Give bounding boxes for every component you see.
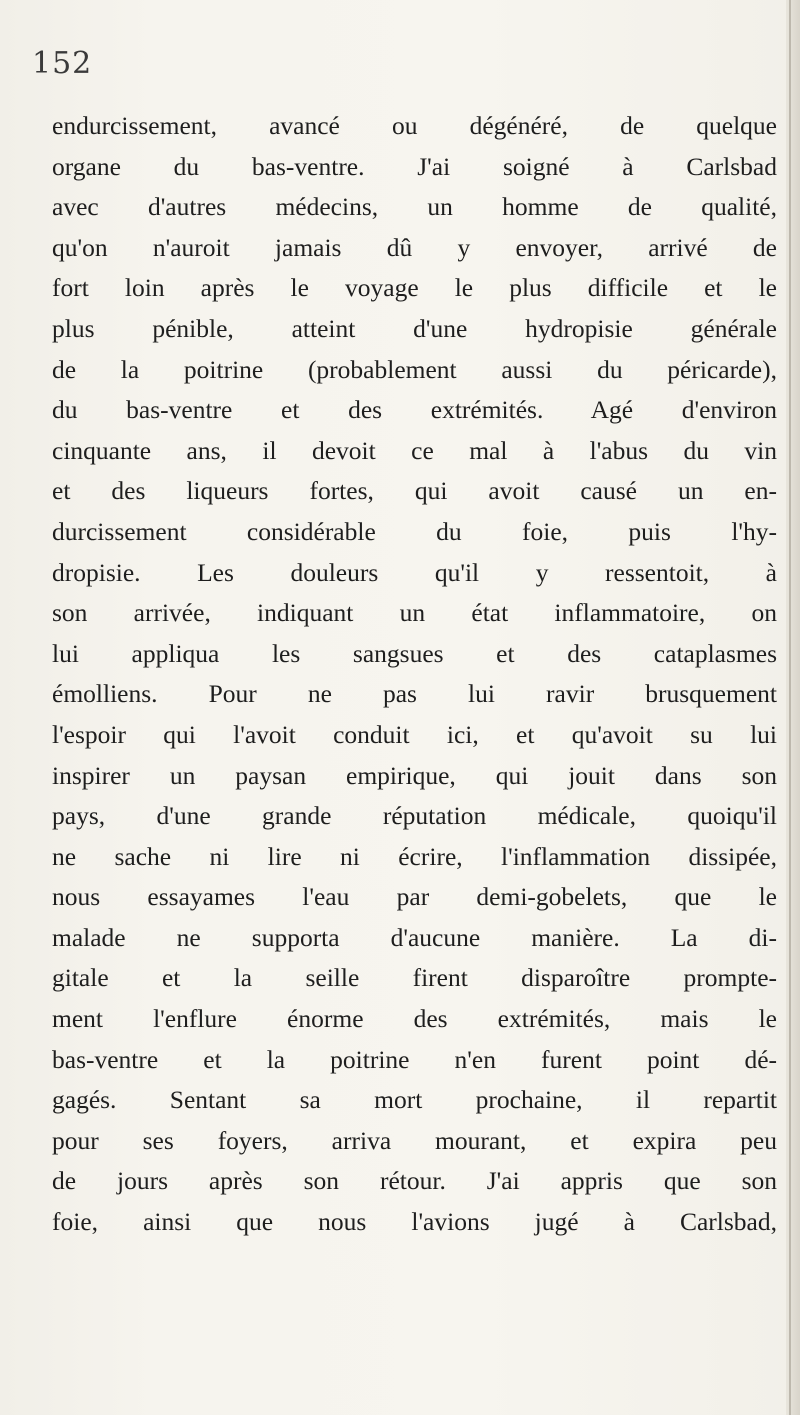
text-line: gagés. Sentant sa mort prochaine, il repartit — [52, 1085, 777, 1115]
text-line: malade ne supporta d'aucune manière. La di- — [52, 922, 777, 952]
text-line: gitale et la seille firent disparoître prompte- — [52, 963, 777, 993]
page-number: 152 — [32, 46, 93, 81]
text-line: endurcissement, avancé ou dégénéré, de quelque — [52, 111, 777, 140]
text-line: ment l'enflure énorme des extrémités, mais le — [52, 1004, 777, 1034]
text-line: de la poitrine (probablement aussi du péricarde), — [52, 354, 777, 384]
text-line: plus pénible, atteint d'une hydropisie générale — [52, 313, 777, 343]
page-edge — [786, 0, 800, 1415]
text-line: l'espoir qui l'avoit conduit ici, et qu'avoit su lui — [52, 719, 777, 749]
text-line: organe du bas-ventre. J'ai soigné à Carlsbad — [52, 151, 777, 181]
text-line: dropisie. Les douleurs qu'il y ressentoit, à — [52, 557, 777, 587]
text-line: foie, ainsi que nous l'avions jugé à Carlsbad, — [52, 1207, 777, 1237]
text-line: bas-ventre et la poitrine n'en furent point dé- — [52, 1044, 777, 1074]
text-line: durcissement considérable du foie, puis l'hy- — [52, 516, 777, 546]
text-line: lui appliqua les sangsues et des cataplasmes — [52, 638, 777, 668]
text-line: pays, d'une grande réputation médicale, quoiqu'il — [52, 801, 777, 831]
text-line: avec d'autres médecins, un homme de qualité, — [52, 192, 777, 222]
text-line: qu'on n'auroit jamais dû y envoyer, arrivé de — [52, 232, 777, 262]
text-line: de jours après son rétour. J'ai appris que son — [52, 1166, 777, 1196]
body-text — [52, 106, 777, 1243]
text-line: du bas-ventre et des extrémités. Agé d'environ — [52, 395, 777, 425]
text-line: inspirer un paysan empirique, qui jouit dans son — [52, 760, 777, 790]
text-line: son arrivée, indiquant un état inflammatoire, on — [52, 598, 777, 628]
text-line: pour ses foyers, arriva mourant, et expira peu — [52, 1125, 777, 1155]
text-line: nous essayames l'eau par demi-gobelets, que le — [52, 882, 777, 912]
text-line: fort loin après le voyage le plus difficile et le — [52, 273, 777, 303]
text-line: et des liqueurs fortes, qui avoit causé un en- — [52, 476, 777, 506]
text-line: ne sache ni lire ni écrire, l'inflammation dissipée, — [52, 841, 777, 871]
text-line: cinquante ans, il devoit ce mal à l'abus du vin — [52, 435, 777, 465]
text-line: émolliens. Pour ne pas lui ravir brusquement — [52, 679, 777, 709]
